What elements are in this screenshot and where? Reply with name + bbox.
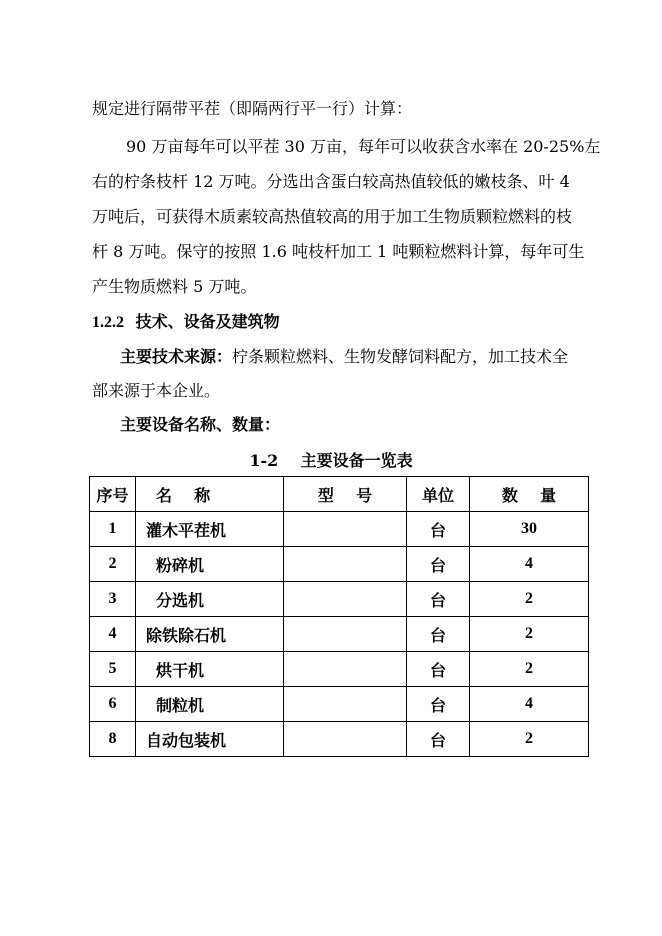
row-unit: 台 bbox=[407, 617, 470, 652]
paragraph-line-5: 杆 8 万吨。保守的按照 1.6 吨枝杆加工 1 吨颗粒燃料计算，每年可生 bbox=[92, 242, 585, 261]
row-unit: 台 bbox=[407, 722, 470, 757]
header-index: 序号 bbox=[90, 477, 136, 512]
row-name: 自动包装机 bbox=[136, 722, 284, 757]
equipment-heading: 主要设备名称、数量： bbox=[120, 415, 281, 434]
section-number: 1.2.2 bbox=[92, 314, 124, 331]
header-model: 型 号 bbox=[284, 477, 407, 512]
table-caption: 1-2 主要设备一览表 bbox=[249, 451, 413, 470]
header-name: 名 称 bbox=[136, 477, 284, 512]
row-unit: 台 bbox=[407, 652, 470, 687]
table-row bbox=[90, 687, 589, 722]
row-model bbox=[284, 547, 407, 582]
row-model bbox=[284, 687, 407, 722]
row-name: 粉碎机 bbox=[136, 547, 284, 582]
row-name: 灌木平茬机 bbox=[136, 512, 284, 547]
row-name: 烘干机 bbox=[136, 652, 284, 687]
row-unit: 台 bbox=[407, 582, 470, 617]
tech-source-colon: ： bbox=[216, 347, 233, 366]
row-index: 3 bbox=[90, 582, 136, 617]
row-qty: 30 bbox=[470, 512, 589, 547]
row-name: 制粒机 bbox=[136, 687, 284, 722]
row-index: 8 bbox=[90, 722, 136, 757]
row-qty: 2 bbox=[470, 722, 589, 757]
tech-source-line-1 bbox=[120, 346, 568, 368]
row-index: 5 bbox=[90, 652, 136, 687]
section-heading bbox=[92, 311, 280, 334]
row-name: 分选机 bbox=[136, 582, 284, 617]
row-qty: 2 bbox=[470, 617, 589, 652]
table-row bbox=[90, 512, 589, 547]
row-qty: 2 bbox=[470, 582, 589, 617]
row-index: 1 bbox=[90, 512, 136, 547]
paragraph-line-4: 万吨后，可获得木质素较高热值较高的用于加工生物质颗粒燃料的枝 bbox=[92, 207, 573, 226]
paragraph-line-6: 产生物质燃料 5 万吨。 bbox=[92, 277, 257, 296]
header-qty: 数 量 bbox=[470, 477, 589, 512]
row-qty: 4 bbox=[470, 547, 589, 582]
row-unit: 台 bbox=[407, 547, 470, 582]
table-header-row bbox=[90, 477, 589, 512]
equipment-table bbox=[89, 476, 589, 757]
header-unit: 单位 bbox=[407, 477, 470, 512]
table-row bbox=[90, 582, 589, 617]
paragraph-line-3: 右的柠条枝杆 12 万吨。分选出含蛋白较高热值较低的嫩枝条、叶 4 bbox=[92, 172, 570, 191]
row-index: 4 bbox=[90, 617, 136, 652]
row-index: 6 bbox=[90, 687, 136, 722]
row-qty: 2 bbox=[470, 652, 589, 687]
tech-source-label: 主要技术来源 bbox=[120, 347, 217, 366]
table-row bbox=[90, 617, 589, 652]
row-index: 2 bbox=[90, 547, 136, 582]
row-name: 除铁除石机 bbox=[136, 617, 284, 652]
row-model bbox=[284, 582, 407, 617]
row-unit: 台 bbox=[407, 512, 470, 547]
row-model bbox=[284, 652, 407, 687]
tech-source-line-2: 部来源于本企业。 bbox=[92, 381, 221, 400]
section-title: 技术、设备及建筑物 bbox=[135, 312, 280, 331]
paragraph-line-2: 90 万亩每年可以平茬 30 万亩，每年可以收获含水率在 20-25%左 bbox=[126, 137, 601, 156]
row-model bbox=[284, 722, 407, 757]
row-qty: 4 bbox=[470, 687, 589, 722]
tech-source-text-1: 柠条颗粒燃料、生物发酵饲料配方，加工技术全 bbox=[232, 347, 569, 366]
table-row bbox=[90, 652, 589, 687]
table-row bbox=[90, 722, 589, 757]
row-unit: 台 bbox=[407, 687, 470, 722]
row-model bbox=[284, 617, 407, 652]
paragraph-line-1: 规定进行隔带平茬（即隔两行平一行）计算： bbox=[92, 99, 413, 118]
row-model bbox=[284, 512, 407, 547]
table-row bbox=[90, 547, 589, 582]
